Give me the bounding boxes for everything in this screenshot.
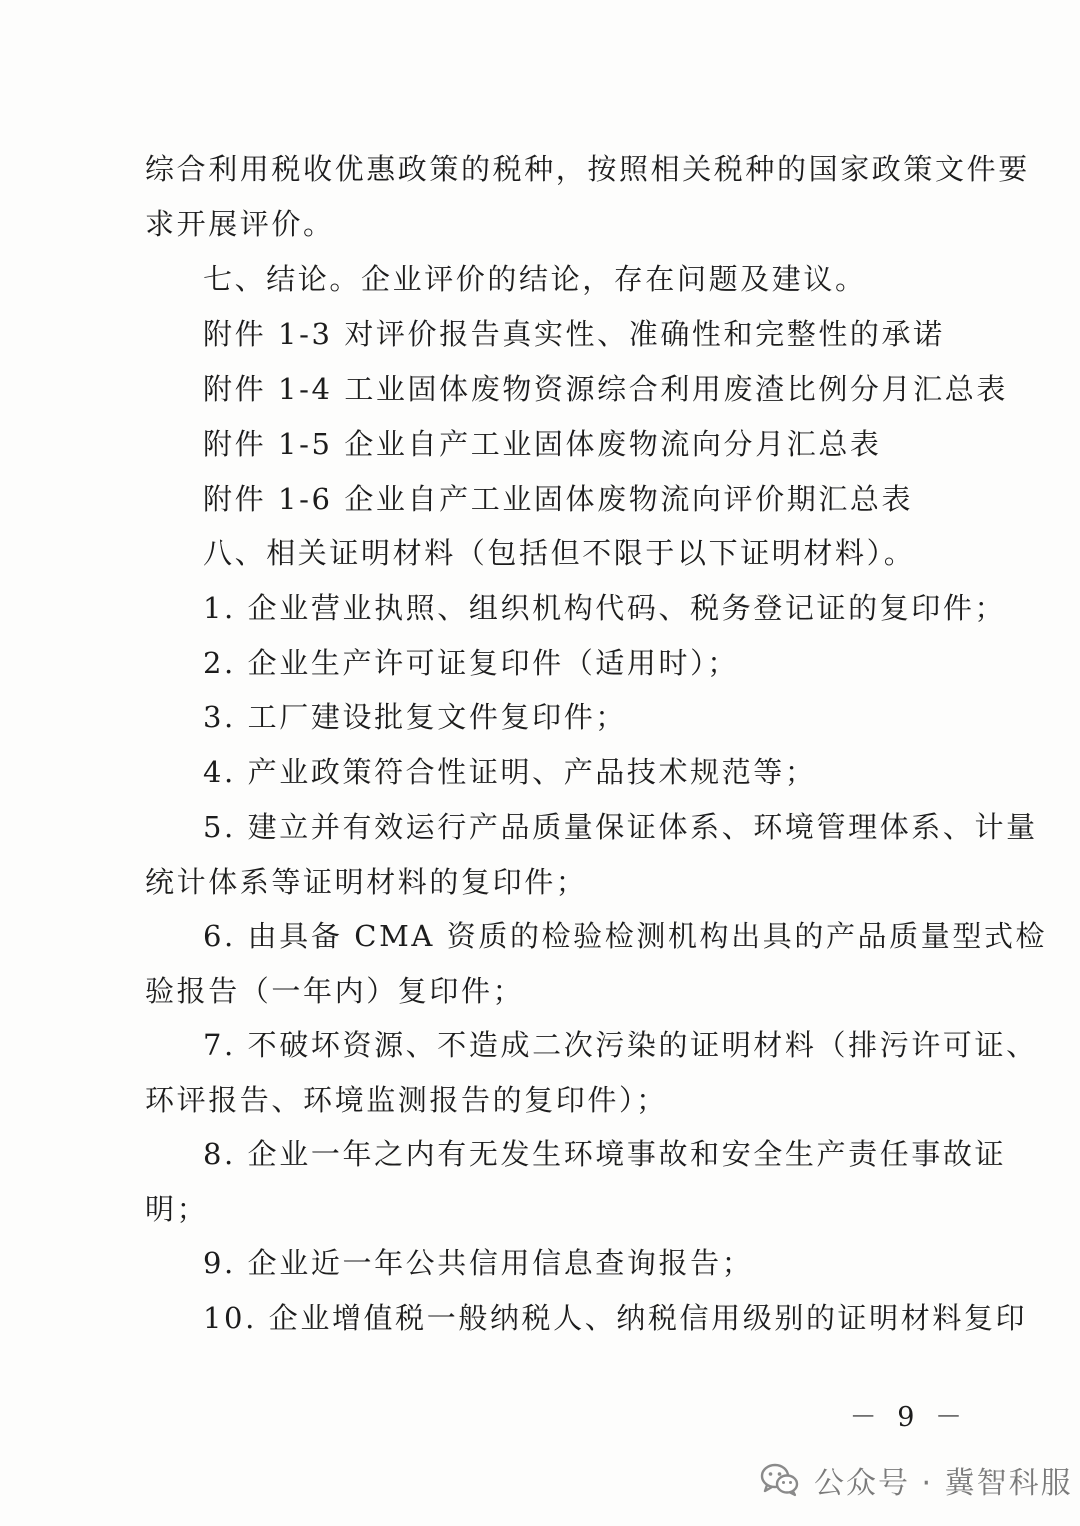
list-item-continuation: 验报告（一年内）复印件；	[145, 974, 525, 1008]
section-heading: 八、相关证明材料（包括但不限于以下证明材料）。	[203, 536, 916, 570]
list-item: 9. 企业近一年公共信用信息查询报告；	[203, 1246, 754, 1280]
list-item-continuation: 环评报告、环境监测报告的复印件）；	[145, 1083, 668, 1117]
watermark-text: 公众号 · 冀智科服	[814, 1466, 1073, 1501]
list-item: 8. 企业一年之内有无发生环境事故和安全生产责任事故证	[203, 1137, 1007, 1171]
page-number: － 9 －	[849, 1402, 968, 1433]
attachment-line: 附件 1-6 企业自产工业固体废物流向评价期汇总表	[203, 482, 914, 516]
attachment-line: 附件 1-5 企业自产工业固体废物流向分月汇总表	[203, 427, 882, 461]
attachment-line: 附件 1-4 工业固体废物资源综合利用废渣比例分月汇总表	[203, 372, 1008, 406]
attachment-line: 附件 1-3 对评价报告真实性、准确性和完整性的承诺	[203, 317, 945, 351]
list-item: 2. 企业生产许可证复印件（适用时）；	[203, 646, 739, 680]
list-item: 3. 工厂建设批复文件复印件；	[203, 700, 627, 734]
wechat-icon	[760, 1462, 800, 1498]
wechat-watermark	[760, 1454, 1073, 1506]
body-line: 求开展评价。	[145, 207, 335, 241]
list-item: 5. 建立并有效运行产品质量保证体系、环境管理体系、计量	[203, 810, 1038, 844]
list-item: 6. 由具备 CMA 资质的检验检测机构出具的产品质量型式检	[203, 919, 1048, 953]
list-item-continuation: 统计体系等证明材料的复印件；	[145, 865, 588, 899]
list-item: 7. 不破坏资源、不造成二次污染的证明材料（排污许可证、	[203, 1028, 1038, 1062]
list-item: 1. 企业营业执照、组织机构代码、税务登记证的复印件；	[203, 591, 1007, 625]
list-item: 10. 企业增值税一般纳税人、纳税信用级别的证明材料复印	[203, 1301, 1028, 1335]
list-item-continuation: 明；	[145, 1192, 209, 1226]
section-heading: 七、结论。企业评价的结论，存在问题及建议。	[203, 262, 867, 296]
body-line: 综合利用税收优惠政策的税种，按照相关税种的国家政策文件要	[145, 152, 1030, 186]
list-item: 4. 产业政策符合性证明、产品技术规范等；	[203, 755, 817, 789]
